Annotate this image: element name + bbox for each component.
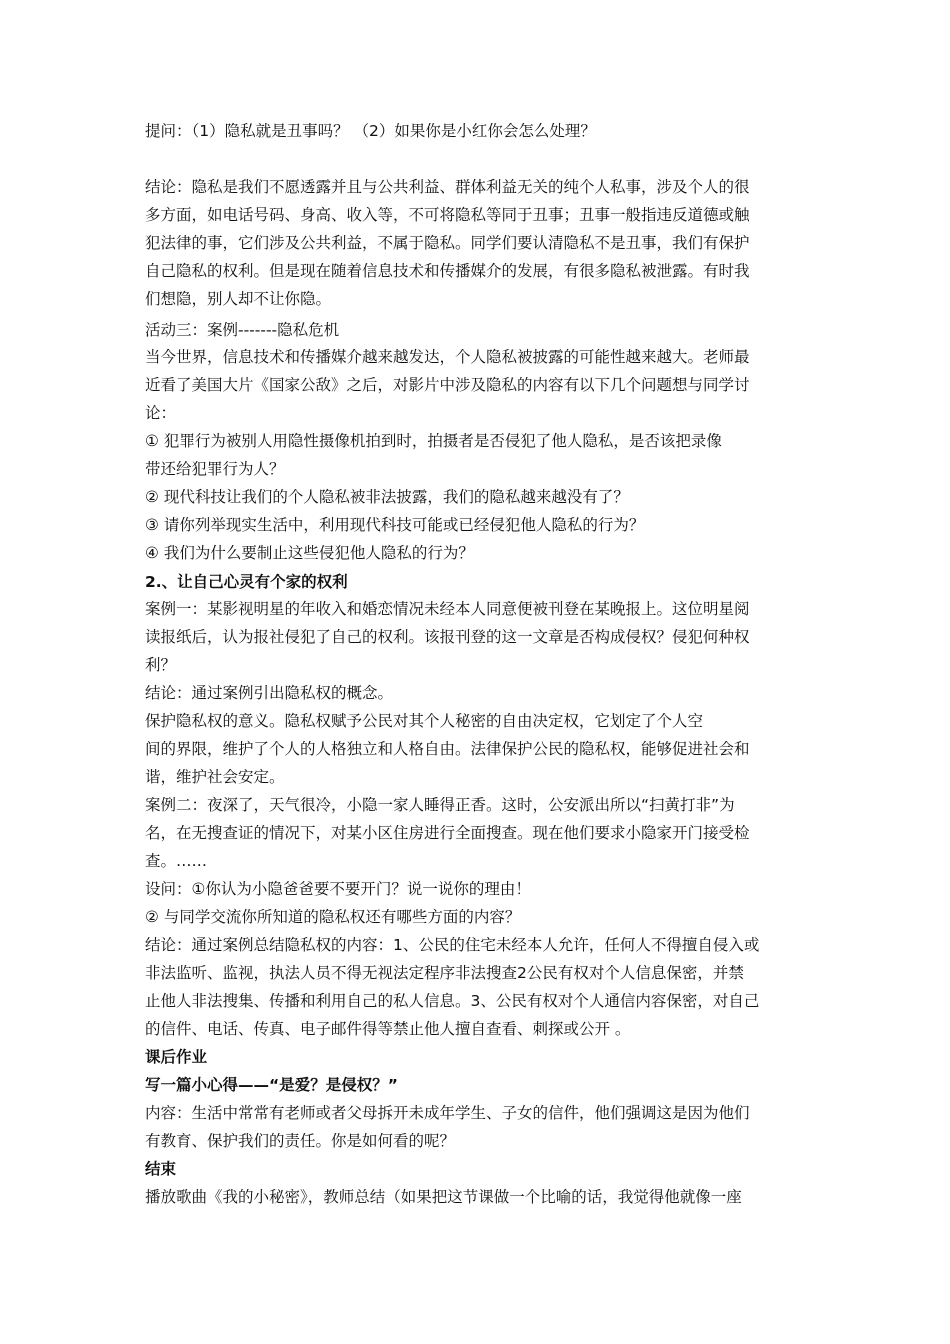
list-item: ④ 我们为什么要制止这些侵犯他人隐私的行为？ bbox=[145, 544, 474, 562]
list-item: 带还给犯罪行为人？ bbox=[145, 460, 285, 478]
conclusion-line: 结论：隐私是我们不愿透露并且与公共利益、群体利益无关的纯个人私事，涉及个人的很 bbox=[145, 178, 750, 196]
paragraph-line: 结论：通过案例引出隐私权的概念。 bbox=[145, 684, 394, 702]
paragraph-line: 查。…… bbox=[145, 852, 208, 870]
paragraph-line: 当今世界，信息技术和传播媒介越来越发达，个人隐私被披露的可能性越来越大。老师最 bbox=[145, 348, 750, 366]
paragraph-line: 案例二：夜深了，天气很冷，小隐一家人睡得正香。这时，公安派出所以“扫黄打非”为 bbox=[145, 796, 735, 814]
paragraph-line: 论： bbox=[145, 404, 177, 422]
paragraph-line: 间的界限，维护了个人的人格独立和人格自由。法律保护公民的隐私权，能够促进社会和 bbox=[145, 740, 750, 758]
conclusion-line: 们想隐，别人却不让你隐。 bbox=[145, 290, 332, 308]
ending-heading: 结束 bbox=[145, 1160, 177, 1178]
paragraph-line: 读报纸后，认为报社侵犯了自己的权利。该报刊登的这一文章是否构成侵权？侵犯何种权 bbox=[145, 628, 750, 646]
paragraph-line: 利？ bbox=[145, 656, 177, 674]
conclusion-line: 多方面，如电话号码、身高、收入等，不可将隐私等同于丑事；丑事一般指违反道德或触 bbox=[145, 206, 750, 224]
paragraph-line: 结论：通过案例总结隐私权的内容：1、公民的住宅未经本人允许，任何人不得擅自侵入或 bbox=[145, 936, 760, 954]
paragraph-line: 近看了美国大片《国家公敌》之后，对影片中涉及隐私的内容有以下几个问题想与同学讨 bbox=[145, 376, 750, 394]
paragraph-line: 非法监听、监视，执法人员不得无视法定程序非法搜查2公民有权对个人信息保密，并禁 bbox=[145, 964, 744, 982]
list-item: ③ 请你列举现实生活中，利用现代科技可能或已经侵犯他人隐私的行为？ bbox=[145, 516, 645, 534]
paragraph-line: 保护隐私权的意义。隐私权赋予公民对其个人秘密的自由决定权，它划定了个人空 bbox=[145, 712, 704, 730]
paragraph-line: 设问：①你认为小隐爸爸要不要开门？说一说你的理由！ bbox=[145, 880, 531, 898]
paragraph-line: 内容：生活中常常有老师或者父母拆开未成年学生、子女的信件，他们强调这是因为他们 bbox=[145, 1104, 750, 1122]
homework-heading: 课后作业 bbox=[145, 1048, 208, 1066]
list-item: ② 现代科技让我们的个人隐私被非法披露，我们的隐私越来越没有了？ bbox=[145, 488, 629, 506]
paragraph-line: 播放歌曲《我的小秘密》，教师总结（如果把这节课做一个比喻的话，我觉得他就像一座 bbox=[145, 1188, 742, 1206]
list-item: ① 犯罪行为被别人用隐性摄像机拍到时，拍摄者是否侵犯了他人隐私，是否该把录像 bbox=[145, 432, 722, 450]
paragraph-line: 案例一：某影视明星的年收入和婚恋情况未经本人同意便被刊登在某晚报上。这位明星阅 bbox=[145, 600, 750, 618]
paragraph-line: 谐，维护社会安定。 bbox=[145, 768, 285, 786]
homework-title: 写一篇小心得——“是爱？是侵权？” bbox=[145, 1076, 398, 1094]
paragraph-line: 名，在无搜查证的情况下，对某小区住房进行全面搜查。现在他们要求小隐家开门接受检 bbox=[145, 824, 750, 842]
paragraph-line: 止他人非法搜集、传播和利用自己的私人信息。3、公民有权对个人通信内容保密，对自己 bbox=[145, 992, 760, 1010]
conclusion-line: 自己隐私的权利。但是现在随着信息技术和传播媒介的发展，有很多隐私被泄露。有时我 bbox=[145, 262, 750, 280]
conclusion-line: 犯法律的事，它们涉及公共利益，不属于隐私。同学们要认清隐私不是丑事，我们有保护 bbox=[145, 234, 750, 252]
activity-heading: 活动三：案例-------隐私危机 bbox=[145, 321, 340, 339]
section-heading: 2.、让自己心灵有个家的权利 bbox=[145, 573, 348, 591]
paragraph-line: 的信件、电话、传真、电子邮件得等禁止他人擅自查看、刺探或公开 。 bbox=[145, 1020, 631, 1038]
paragraph-line: ② 与同学交流你所知道的隐私权还有哪些方面的内容？ bbox=[145, 908, 521, 926]
paragraph-line: 有教育、保护我们的责任。你是如何看的呢？ bbox=[145, 1132, 456, 1150]
question-line: 提问：（1）隐私就是丑事吗？ （2）如果你是小红你会怎么处理？ bbox=[145, 122, 596, 140]
